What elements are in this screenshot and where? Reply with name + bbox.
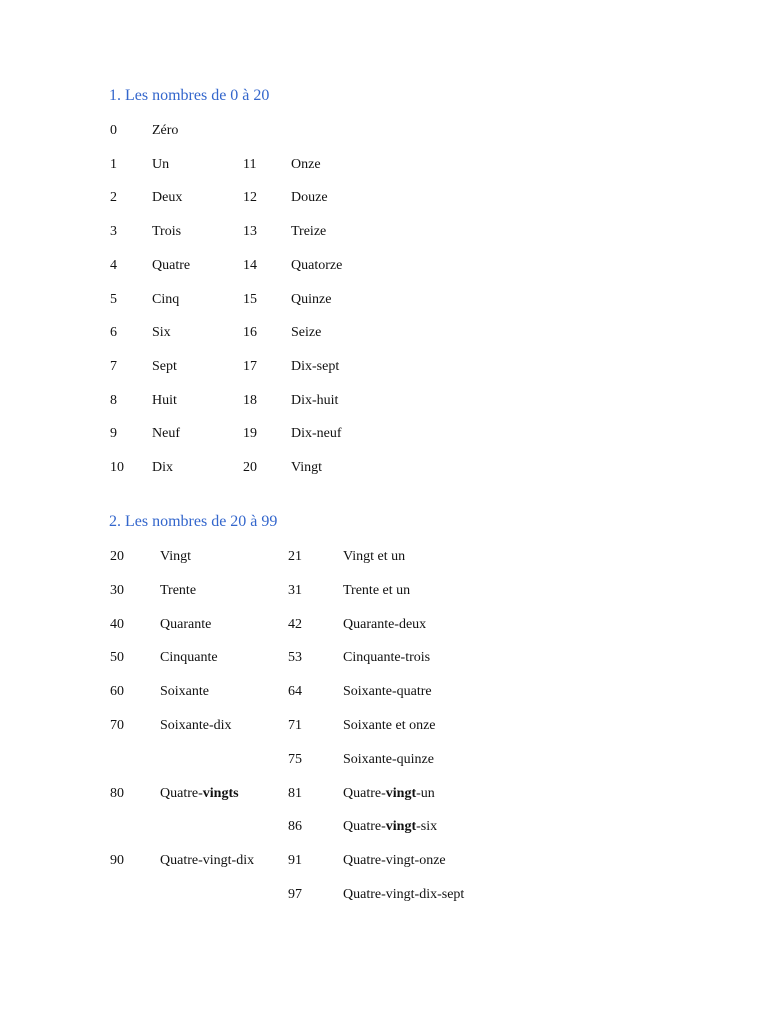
number-row: [0, 885, 768, 905]
number-cell: 70: [110, 718, 124, 733]
word-cell: [160, 851, 254, 871]
number-cell: 16: [243, 325, 257, 340]
number-row: [0, 458, 768, 478]
number-row: [0, 222, 768, 242]
number-row: [0, 817, 768, 837]
bold-text: vingts: [202, 786, 239, 801]
word-cell: Quatorze: [291, 258, 343, 273]
number-cell: 50: [110, 650, 124, 665]
word-cell: Douze: [291, 190, 328, 205]
number-row: [0, 648, 768, 668]
text-segment: Quarante-deux: [343, 617, 427, 632]
number-cell: 20: [110, 549, 124, 564]
word-cell: [160, 581, 196, 601]
number-cell: 86: [288, 819, 302, 834]
number-cell: 2: [110, 190, 117, 205]
text-segment: Cinquante: [160, 650, 218, 665]
number-cell: 75: [288, 752, 302, 767]
number-row: [0, 784, 768, 804]
word-cell: [343, 750, 434, 770]
word-cell: Huit: [152, 393, 177, 408]
number-cell: 40: [110, 617, 124, 632]
number-cell: 1: [110, 157, 117, 172]
number-cell: 80: [110, 786, 124, 801]
text-segment: Vingt et un: [343, 549, 406, 564]
number-cell: 64: [288, 684, 302, 699]
word-cell: [160, 615, 211, 635]
number-row: [0, 121, 768, 141]
word-cell: Zéro: [152, 123, 179, 138]
word-cell: Quinze: [291, 292, 332, 307]
number-cell: 10: [110, 460, 124, 475]
number-cell: 9: [110, 426, 117, 441]
number-cell: 8: [110, 393, 117, 408]
number-cell: 17: [243, 359, 257, 374]
word-cell: Cinq: [152, 292, 180, 307]
word-cell: [160, 648, 218, 668]
text-segment: Trente et un: [343, 583, 411, 598]
word-cell: [343, 716, 436, 736]
word-cell: Dix-neuf: [291, 426, 342, 441]
word-cell: [160, 784, 239, 804]
word-cell: Quatre: [152, 258, 191, 273]
number-cell: 5: [110, 292, 117, 307]
number-cell: 3: [110, 224, 117, 239]
text-segment: Soixante et onze: [343, 718, 436, 733]
word-cell: [343, 615, 426, 635]
number-cell: 4: [110, 258, 117, 273]
number-cell: 90: [110, 853, 124, 868]
bold-text: vingt: [385, 819, 417, 834]
word-cell: [343, 581, 410, 601]
number-cell: 71: [288, 718, 302, 733]
number-cell: 60: [110, 684, 124, 699]
number-cell: 97: [288, 887, 302, 902]
number-cell: 11: [243, 157, 257, 172]
text-segment: Vingt: [160, 549, 192, 564]
text-segment: Quatre-vingt-dix-sept: [343, 887, 465, 902]
text-segment: Quatre-vingt-onze: [343, 853, 446, 868]
number-row: [0, 581, 768, 601]
text-segment: Soixante: [160, 684, 209, 699]
number-cell: 21: [288, 549, 302, 564]
text-segment: Soixante-quatre: [343, 684, 432, 699]
text-segment: Soixante-dix: [160, 718, 232, 733]
number-cell: 15: [243, 292, 257, 307]
word-cell: Dix: [152, 460, 173, 475]
section-1-heading: 1. Les nombres de 0 à 20: [109, 87, 270, 104]
number-row: [0, 357, 768, 377]
number-cell: 14: [243, 258, 257, 273]
word-cell: Sept: [152, 359, 177, 374]
text-segment: Cinquante-trois: [343, 650, 431, 665]
number-cell: 31: [288, 583, 302, 598]
text-segment: Quatre-: [343, 786, 386, 801]
number-cell: 42: [288, 617, 302, 632]
word-cell: [343, 817, 437, 837]
number-cell: 13: [243, 224, 257, 239]
word-cell: [160, 716, 232, 736]
number-row: [0, 256, 768, 276]
bold-text: vingt: [385, 786, 417, 801]
number-row: [0, 323, 768, 343]
word-cell: [160, 547, 191, 567]
number-row: [0, 851, 768, 871]
word-cell: [343, 851, 446, 871]
number-cell: 81: [288, 786, 302, 801]
number-cell: 53: [288, 650, 302, 665]
number-row: [0, 682, 768, 702]
text-segment: Trente: [160, 583, 197, 598]
number-cell: 12: [243, 190, 257, 205]
number-cell: 20: [243, 460, 257, 475]
word-cell: Vingt: [291, 460, 323, 475]
word-cell: Dix-huit: [291, 393, 339, 408]
section-2-heading: 2. Les nombres de 20 à 99: [109, 513, 278, 530]
number-row: [0, 290, 768, 310]
word-cell: Deux: [152, 190, 183, 205]
number-row: [0, 750, 768, 770]
number-row: [0, 188, 768, 208]
word-cell: [343, 682, 432, 702]
word-cell: Dix-sept: [291, 359, 340, 374]
word-cell: [343, 885, 464, 905]
number-cell: 19: [243, 426, 257, 441]
word-cell: [343, 784, 435, 804]
number-cell: 18: [243, 393, 257, 408]
number-cell: 6: [110, 325, 117, 340]
word-cell: [343, 547, 405, 567]
text-segment: Quatre-vingt-dix: [160, 853, 255, 868]
text-segment: -un: [416, 786, 435, 801]
number-row: [0, 391, 768, 411]
number-cell: 30: [110, 583, 124, 598]
word-cell: Trois: [152, 224, 182, 239]
word-cell: [160, 682, 209, 702]
text-segment: Quarante: [160, 617, 212, 632]
word-cell: Six: [152, 325, 171, 340]
text-segment: Quatre-: [343, 819, 386, 834]
word-cell: Treize: [291, 224, 327, 239]
word-cell: Neuf: [152, 426, 180, 441]
word-cell: Onze: [291, 157, 321, 172]
text-segment: Quatre-: [160, 786, 203, 801]
word-cell: Seize: [291, 325, 322, 340]
number-cell: 7: [110, 359, 117, 374]
word-cell: [343, 648, 430, 668]
text-segment: Soixante-quinze: [343, 752, 434, 767]
number-row: [0, 155, 768, 175]
number-row: [0, 615, 768, 635]
word-cell: Un: [152, 157, 170, 172]
number-row: [0, 716, 768, 736]
text-segment: -six: [416, 819, 438, 834]
number-cell: 0: [110, 123, 117, 138]
number-row: [0, 547, 768, 567]
number-row: [0, 424, 768, 444]
number-cell: 91: [288, 853, 302, 868]
